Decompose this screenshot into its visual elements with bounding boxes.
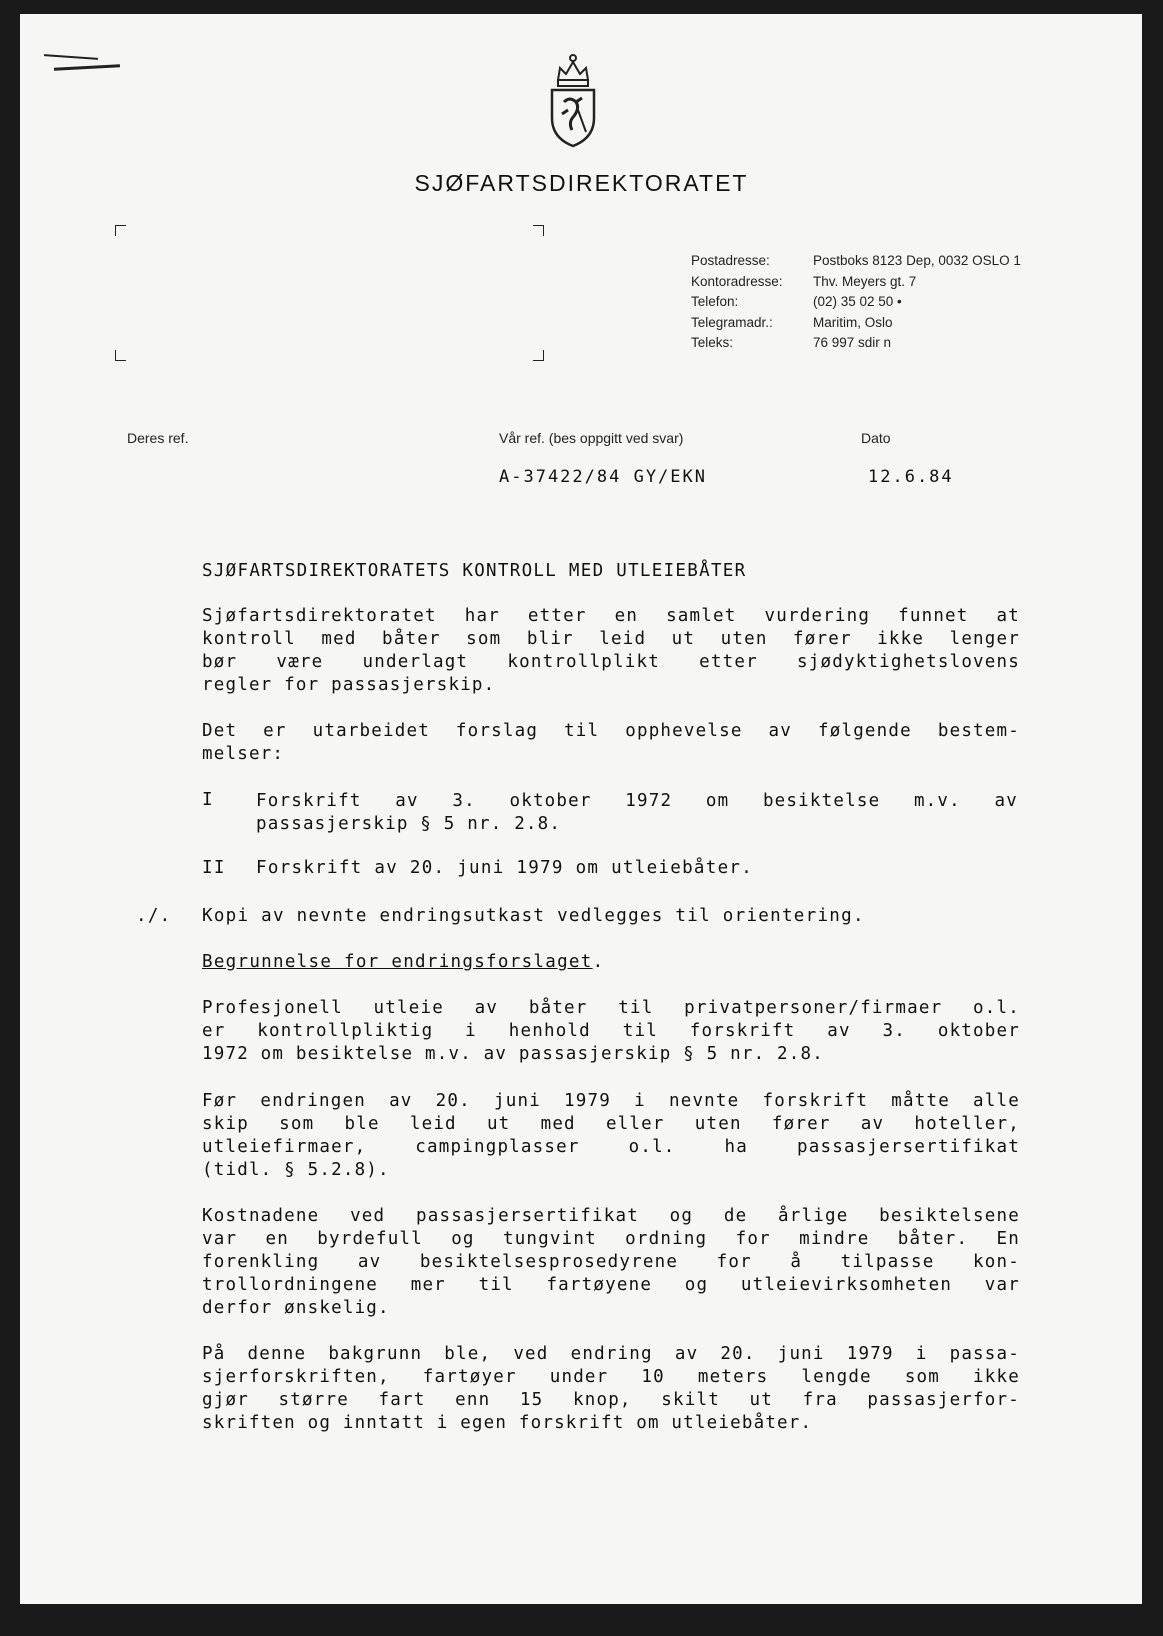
item-text <box>256 790 1018 836</box>
section-heading-text: Begrunnelse for endringsforslaget <box>202 952 593 972</box>
enclosure-text: Kopi av nevnte endringsutkast vedlegges til orientering. <box>202 906 865 926</box>
text-line: passasjerskip § 5 nr. 2.8. <box>256 814 562 834</box>
coat-of-arms-icon <box>546 50 600 150</box>
deres-ref-label: Deres ref. <box>127 430 189 446</box>
text-line: trollordningene mer til fartøyene og utleievirksomheten var <box>202 1275 1020 1295</box>
paragraph-background <box>202 997 1020 1066</box>
var-ref-label: Vår ref. (bes oppgitt ved svar) <box>499 430 684 446</box>
item-number: II <box>202 858 226 878</box>
contact-label: Telegramadr.: <box>691 314 773 330</box>
text-line: 1972 om besiktelse m.v. av passasjerskip § 5 nr. 2.8. <box>202 1044 825 1064</box>
text-line: Sjøfartsdirektoratet har etter en samlet vurdering funnet at <box>202 606 1020 626</box>
text-line: skip som ble leid ut med eller uten fører av hoteller, <box>202 1114 1020 1134</box>
contact-value: Postboks 8123 Dep, 0032 OSLO 1 <box>813 253 1021 268</box>
section-heading <box>202 952 604 972</box>
contact-value: 76 997 sdir n <box>813 335 892 350</box>
contact-label: Teleks: <box>691 335 734 350</box>
text-line: forenkling av besiktelsesprosedyrene for å tilpasse kon- <box>202 1252 1020 1272</box>
text-line: regler for passasjerskip. <box>202 675 496 695</box>
item-number: I <box>202 790 214 810</box>
address-window-corner <box>115 225 126 236</box>
text-line: Kostnadene ved passasjersertifikat og de årlige besiktelsene <box>202 1206 1020 1226</box>
paragraph-intro <box>202 605 1020 697</box>
enclosure-mark: ./. <box>136 906 172 926</box>
item-text: Forskrift av 20. juni 1979 om utleiebåter. <box>256 858 754 878</box>
paragraph-change <box>202 1343 1020 1435</box>
text-line: utleiefirmaer, campingplasser o.l. ha passasjersertifikat <box>202 1137 1020 1157</box>
section-heading-period: . <box>592 952 605 972</box>
text-line: Før endringen av 20. juni 1979 i nevnte forskrift måtte alle <box>202 1091 1020 1111</box>
dato-label: Dato <box>861 430 891 446</box>
organization-name: SJØFARTSDIREKTORATET <box>414 170 749 196</box>
contact-label: Kontoradresse: <box>691 273 783 289</box>
text-line: var en byrdefull og tungvint ordning for mindre båter. En <box>202 1229 1020 1249</box>
text-line: sjerforskriften, fartøyer under 10 meters lengde som ikke <box>202 1367 1020 1387</box>
contact-value: (02) 35 02 50 • <box>813 294 902 309</box>
paragraph-history <box>202 1090 1020 1182</box>
text-line: På denne bakgrunn ble, ved endring av 20. juni 1979 i passa- <box>202 1344 1020 1364</box>
contact-value: Thv. Meyers gt. 7 <box>813 273 917 289</box>
text-line: bør være underlagt kontrollplikt etter sjødyktighetslovens <box>202 652 1020 672</box>
text-line: gjør større fart enn 15 knop, skilt ut fra passasjerfor- <box>202 1390 1020 1410</box>
text-line: (tidl. § 5.2.8). <box>202 1160 390 1180</box>
text-line: Forskrift av 3. oktober 1972 om besiktelse m.v. av <box>256 791 1018 811</box>
var-ref-value: A-37422/84 GY/EKN <box>499 467 707 487</box>
address-window-corner <box>533 225 544 236</box>
text-line: Profesjonell utleie av båter til privatpersoner/firmaer o.l. <box>202 998 1020 1018</box>
text-line: skriften og inntatt i egen forskrift om utleiebåter. <box>202 1413 813 1433</box>
date-value: 12.6.84 <box>868 467 954 487</box>
address-window-corner <box>533 350 544 361</box>
text-line: derfor ønskelig. <box>202 1298 390 1318</box>
paragraph-costs <box>202 1205 1020 1320</box>
contact-value: Maritim, Oslo <box>813 314 893 330</box>
text-line: melser: <box>202 744 285 764</box>
text-line: kontroll med båter som blir leid ut uten fører ikke lenger <box>202 629 1020 649</box>
contact-label: Telefon: <box>691 294 739 309</box>
text-line: Det er utarbeidet forslag til opphevelse av følgende bestem- <box>202 721 1020 741</box>
paragraph-proposal <box>202 720 1020 766</box>
address-window-corner <box>115 350 126 361</box>
letter-title: SJØFARTSDIREKTORATETS KONTROLL MED UTLEIEBÅTER <box>202 561 747 581</box>
text-line: er kontrollpliktig i henhold til forskrift av 3. oktober <box>202 1021 1020 1041</box>
contact-label: Postadresse: <box>691 253 770 268</box>
